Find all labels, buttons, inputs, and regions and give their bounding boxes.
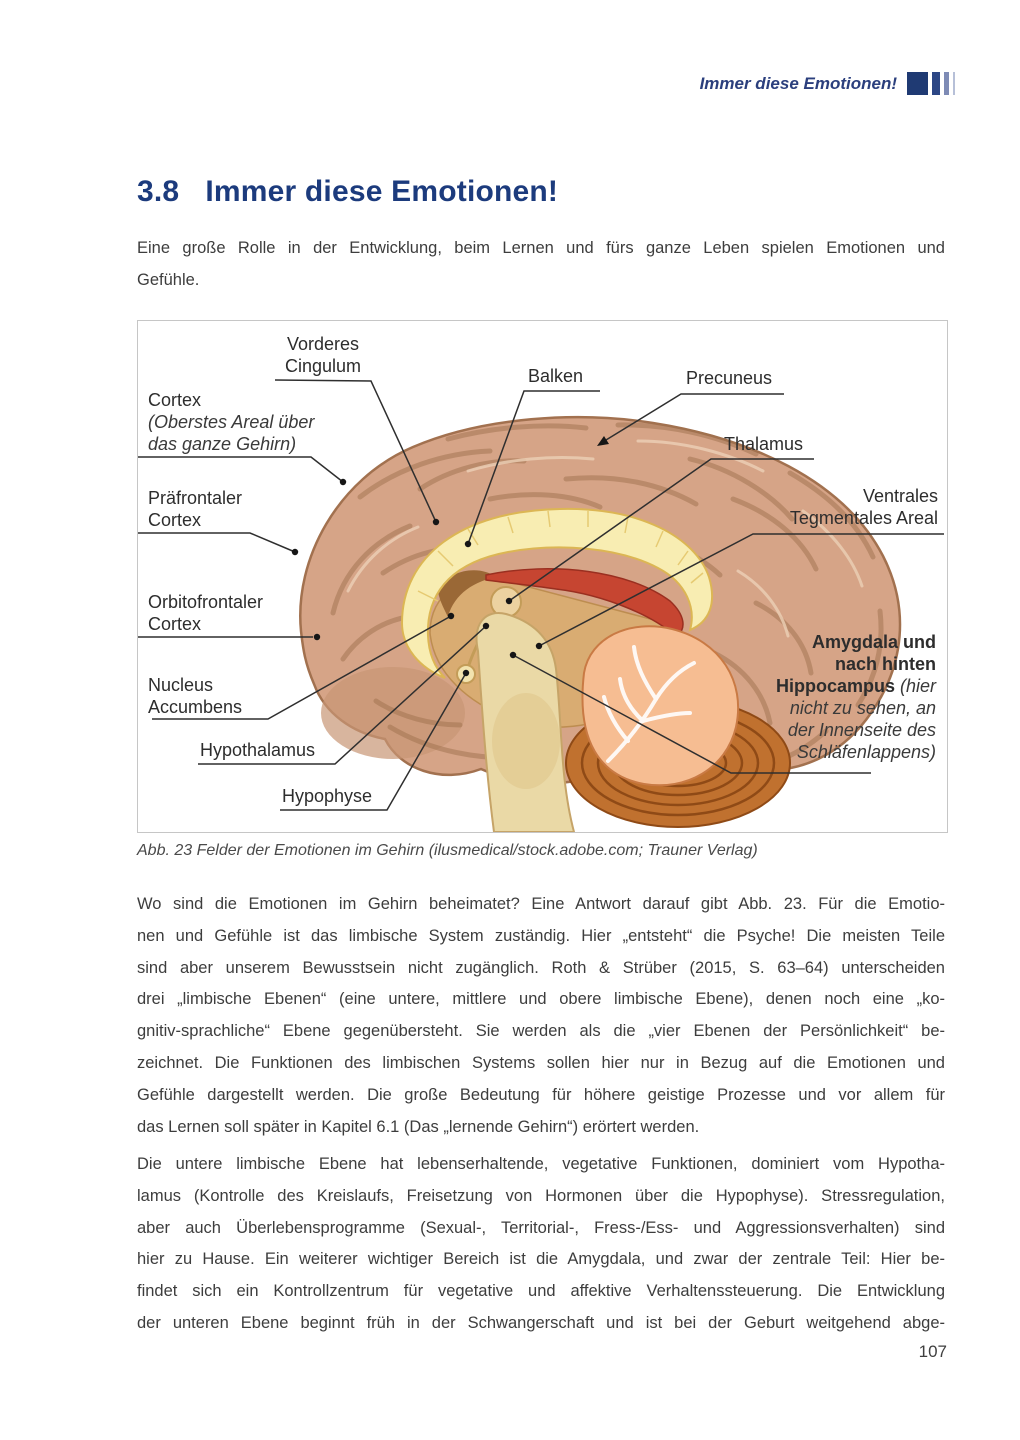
text-line: hier zu Hause. Ein weiterer wichtiger Bereich ist die Amygdala, und zwar der zentrale Teil: Hier be- xyxy=(137,1250,945,1269)
pointer-dot xyxy=(340,479,346,485)
pointer-dot xyxy=(536,643,542,649)
pointer-dot xyxy=(292,549,298,555)
text-line: aber auch Überlebensprogramme (Sexual-, Territorial-, Fress-/Ess- und Aggressionsverhalten) sind xyxy=(137,1218,945,1237)
label-vorderes-cingulum: Vorderes Cingulum xyxy=(284,334,362,376)
heading-title: Immer diese Emotionen! xyxy=(205,175,559,208)
intro-paragraph xyxy=(137,233,945,297)
bar-icon xyxy=(907,72,928,95)
bar-icon xyxy=(944,72,949,95)
heading-number: 3.8 xyxy=(137,175,180,208)
text-line: das Lernen soll später in Kapitel 6.1 (Das „lernende Gehirn“) erörtert werden. xyxy=(137,1117,700,1136)
label-amygdala-hippocampus: Amygdala und nach hinten Hippocampus (hier nicht zu sehen, an der Innenseite des Schläfenlappens) xyxy=(775,632,936,762)
bar-icon xyxy=(953,72,955,95)
text-line: nen und Gefühle ist das limbische System zuständig. Hier „entsteht“ die Psyche! Die meisten Teile xyxy=(137,926,945,945)
label-balken: Balken xyxy=(528,366,584,386)
text-line: drei „limbische Ebenen“ (eine untere, mittlere und obere limbische Ebene), denen noch eine „ko- xyxy=(137,990,945,1009)
text-line: Gefühle dargestellt werden. Die große Bedeutung für höhere geistige Prozesse und vor allem für xyxy=(137,1085,945,1104)
text-line: Wo sind die Emotionen im Gehirn beheimatet? Eine Antwort darauf gibt Abb. 23. Für die Emotio- xyxy=(137,895,945,913)
label-thalamus: Thalamus xyxy=(724,434,804,454)
leader-line-cortex xyxy=(138,457,343,482)
page-number: 107 xyxy=(918,1342,947,1361)
text-line: der unteren Ebene beginnt früh in der Schwangerschaft und ist bei der Geburt weitgehend abge- xyxy=(137,1313,945,1332)
text-line: gnitiv-sprachliche“ Ebene gegenübersteht. Sie werden als die „vier Ebenen der Persönlichkeit“ be- xyxy=(137,1022,945,1041)
label-hypothalamus: Hypothalamus xyxy=(200,740,316,760)
label-nucleus-accumbens: Nucleus Accumbens xyxy=(148,675,243,717)
label-hypophyse: Hypophyse xyxy=(282,786,373,806)
pointer-dot xyxy=(506,598,512,604)
text-line: findet sich ein Kontrollzentrum für vegetative und affektive Verhaltenssteuerung. Die Entwicklung xyxy=(137,1282,945,1301)
chapter-marker-bars-icon xyxy=(907,72,955,95)
pointer-dot xyxy=(465,541,471,547)
pointer-dot xyxy=(483,623,489,629)
figure-caption: Abb. 23 Felder der Emotionen im Gehirn (ilusmedical/stock.adobe.com; Trauner Verlag) xyxy=(137,842,758,859)
label-ventrales-tegmentales-areal: Ventrales Tegmentales Areal xyxy=(789,486,938,528)
bar-icon xyxy=(932,72,940,95)
body-paragraph-2 xyxy=(137,1149,945,1340)
pointer-dot xyxy=(448,613,454,619)
text-line: Die untere limbische Ebene hat lebenserhaltende, vegetative Funktionen, dominiert vom Hypotha- xyxy=(137,1155,945,1173)
figure-box xyxy=(137,320,948,833)
label-precuneus: Precuneus xyxy=(686,368,773,388)
text-line: zeichnet. Die Funktionen des limbischen Systems sollen hier nur in Bezug auf die Emotionen und xyxy=(137,1053,945,1072)
pointer-dot xyxy=(510,652,516,658)
text-line: Eine große Rolle in der Entwicklung, beim Lernen und fürs ganze Leben spielen Emotionen und xyxy=(137,239,945,257)
brain-illustration xyxy=(300,417,900,832)
body-paragraph-1 xyxy=(137,889,945,1143)
section-heading xyxy=(137,175,558,209)
pointer-dot xyxy=(433,519,439,525)
text-line: Gefühle. xyxy=(137,270,200,289)
running-header xyxy=(137,72,955,95)
text-line: sind aber unserem Bewusstsein nicht zugänglich. Roth & Strüber (2015, S. 63–64) unterscheiden xyxy=(137,958,945,977)
text-line: lamus (Kontrolle des Kreislaufs, Freisetzung von Hormonen über die Hypophyse). Stressregulation, xyxy=(137,1186,945,1205)
label-orbitofrontaler-cortex: Orbitofrontaler Cortex xyxy=(148,592,264,634)
leader-line-praefrontaler-cortex xyxy=(138,533,295,552)
label-cortex: Cortex (Oberstes Areal über das ganze Gehirn) xyxy=(148,390,315,454)
running-header-title: Immer diese Emotionen! xyxy=(699,73,897,93)
pointer-dot xyxy=(463,670,469,676)
label-praefrontaler-cortex: Präfrontaler Cortex xyxy=(148,488,243,530)
